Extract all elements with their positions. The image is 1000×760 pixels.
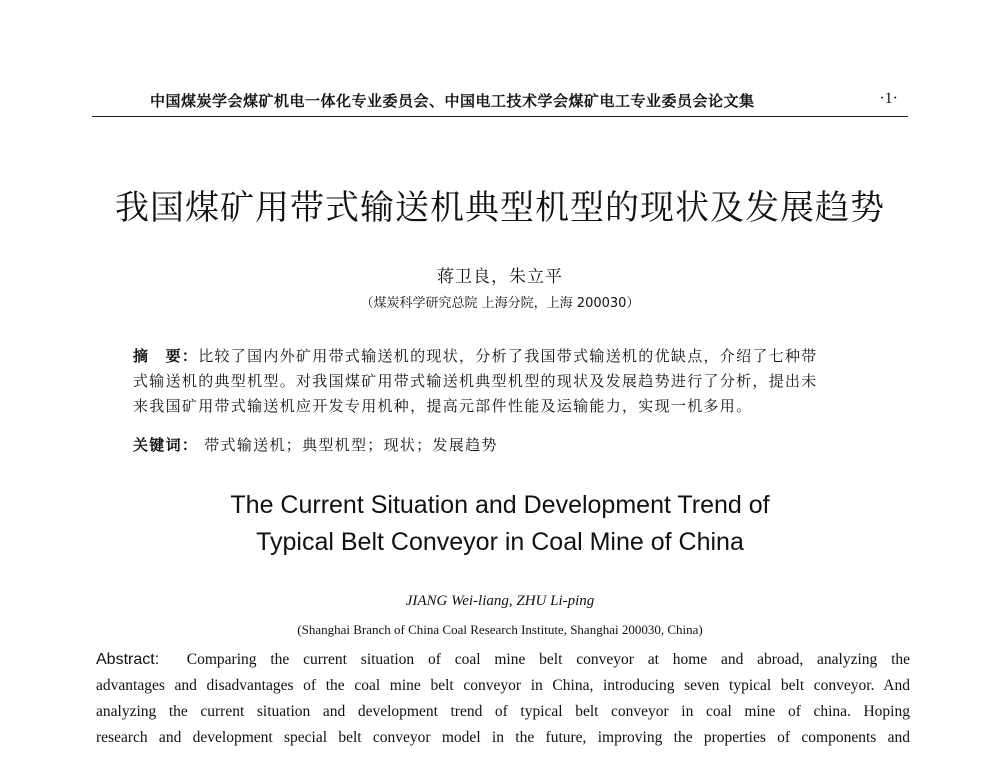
english-abstract-line: advantages and disadvantages of the coal mine belt conveyor in China, introducing seven typical belt conveyor. And (96, 677, 910, 694)
chinese-affiliation: （煤炭科学研究总院 上海分院，上海 200030） (360, 296, 640, 311)
english-abstract-text: Comparing the current situation of coal mine belt conveyor at home and abroad, analyzing the (186, 651, 911, 668)
chinese-abstract-line (133, 344, 893, 369)
english-authors: JIANG Wei-liang, ZHU Li-ping (405, 593, 595, 609)
english-abstract-line: analyzing the current situation and development trend of typical belt conveyor in coal mine of china. Hoping (96, 703, 910, 720)
chinese-keywords-label: 关键词： (133, 436, 199, 454)
chinese-abstract-label: 摘 要： (133, 347, 199, 365)
chinese-abstract-line: 来我国矿用带式输送机应开发专用机种，提高元部件性能及运输能力，实现一机多用。 (133, 397, 753, 415)
english-abstract-label: Abstract: (96, 651, 160, 668)
english-title-line: Typical Belt Conveyor in Coal Mine of China (256, 528, 744, 556)
chinese-title: 我国煤矿用带式输送机典型机型的现状及发展趋势 (115, 188, 885, 228)
english-affiliation: (Shanghai Branch of China Coal Research Institute, Shanghai 200030, China) (297, 622, 703, 637)
running-header (92, 86, 908, 117)
english-abstract (96, 647, 910, 751)
english-title (0, 487, 1000, 561)
chinese-abstract-text: 比较了国内外矿用带式输送机的现状，分析了我国带式输送机的优缺点，介绍了七种带 (198, 347, 818, 365)
chinese-abstract (133, 344, 893, 419)
page-number: ·1· (879, 90, 898, 107)
english-abstract-line: research and development special belt conveyor model in the future, improving the properties of components and (96, 729, 910, 746)
chinese-keywords (133, 434, 498, 455)
chinese-authors: 蒋卫良，朱立平 (437, 267, 563, 287)
chinese-keywords-text: 带式输送机；典型机型；现状；发展趋势 (204, 436, 498, 454)
running-title: 中国煤炭学会煤矿机电一体化专业委员会、中国电工技术学会煤矿电工专业委员会论文集 (150, 92, 755, 110)
english-title-line: The Current Situation and Development Trend of (230, 491, 770, 519)
chinese-abstract-line: 式输送机的典型机型。对我国煤矿用带式输送机典型机型的现状及发展趋势进行了分析，提出未 (133, 372, 818, 390)
english-abstract-line (96, 647, 910, 673)
